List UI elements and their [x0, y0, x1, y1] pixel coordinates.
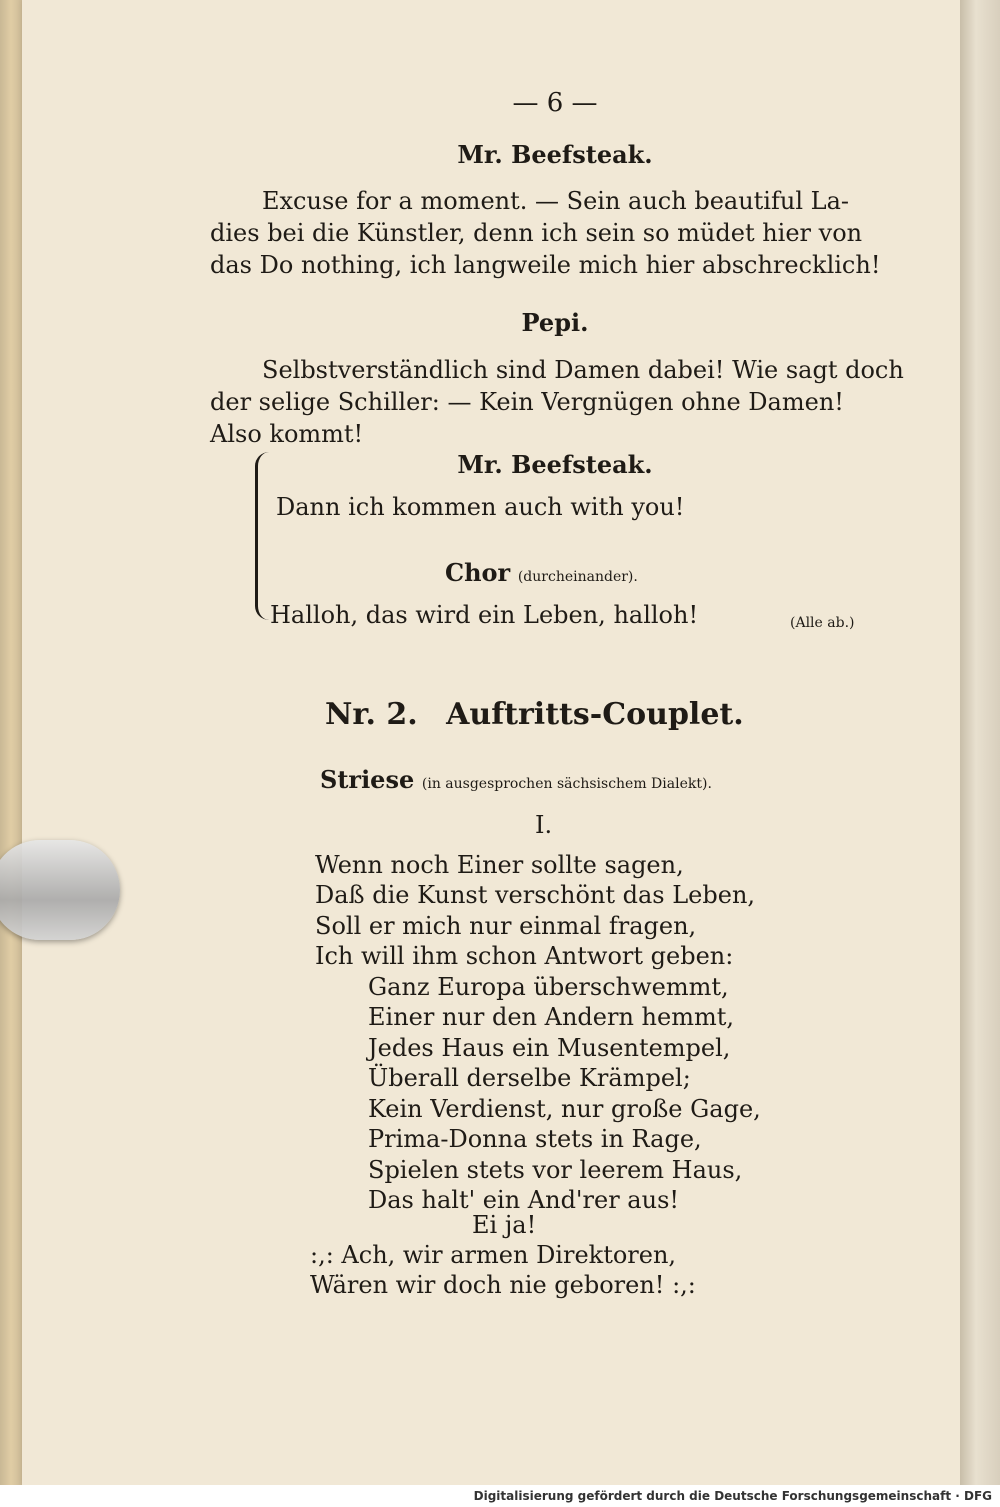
- verse-line-11: Spielen stets vor leerem Haus,: [368, 1156, 743, 1184]
- binding-strip: [0, 0, 23, 1485]
- para2-line3: Also kommt!: [210, 420, 364, 448]
- speaker-mr-beefsteak-1: Mr. Beefsteak.: [457, 140, 653, 169]
- stage-direction: (Alle ab.): [790, 615, 855, 631]
- verse-number: I.: [535, 811, 553, 839]
- verse-line-4: Ich will ihm schon Antwort geben:: [315, 942, 734, 970]
- verse-line-14: :,: Ach, wir armen Direktoren,: [310, 1241, 677, 1269]
- footer-band: [0, 1485, 1000, 1507]
- footer-credit: Digitalisierung gefördert durch die Deutsche Forschungsgemeinschaft · DFG: [473, 1489, 992, 1503]
- page-clip: [0, 840, 120, 940]
- beefsteak-line: Dann ich kommen auch with you!: [276, 493, 685, 521]
- next-page-edge: [960, 0, 1000, 1485]
- chor-line: Halloh, das wird ein Leben, halloh!: [270, 601, 699, 629]
- singer-note: (in ausgesprochen sächsischem Dialekt).: [421, 776, 712, 792]
- verse-line-8: Überall derselbe Krämpel;: [368, 1064, 691, 1092]
- verse-line-5: Ganz Europa überschwemmt,: [368, 973, 729, 1001]
- verse-line-15: Wären wir doch nie geboren! :,:: [310, 1271, 696, 1299]
- section-number: Nr. 2.: [325, 697, 418, 732]
- verse-line-10: Prima-Donna stets in Rage,: [368, 1125, 702, 1153]
- singer-name: Striese: [320, 765, 415, 794]
- speaker-pepi: Pepi.: [521, 308, 589, 337]
- section-heading: [325, 697, 744, 732]
- para1-line3: das Do nothing, ich langweile mich hier abschrecklich!: [210, 251, 881, 279]
- para2-line2: der selige Schiller: — Kein Vergnügen ohne Damen!: [210, 388, 844, 416]
- para2-line1: Selbstverständlich sind Damen dabei! Wie sagt doch: [262, 356, 904, 384]
- verse-line-3: Soll er mich nur einmal fragen,: [315, 912, 697, 940]
- speaker-mr-beefsteak-2: Mr. Beefsteak.: [457, 450, 653, 479]
- verse-line-6: Einer nur den Andern hemmt,: [368, 1003, 734, 1031]
- section-title: Auftritts-Couplet.: [446, 697, 744, 732]
- verse-line-1: Wenn noch Einer sollte sagen,: [315, 851, 684, 879]
- para1-line1: Excuse for a moment. — Sein auch beautiful La-: [262, 187, 849, 215]
- verse-line-9: Kein Verdienst, nur große Gage,: [368, 1095, 761, 1123]
- page-number: — 6 —: [512, 88, 598, 118]
- chor-note: (durcheinander).: [517, 569, 638, 585]
- chor-label: Chor: [445, 558, 511, 587]
- chor-label-line: [445, 558, 638, 592]
- singer-line: [320, 765, 712, 799]
- verse-line-7: Jedes Haus ein Musentempel,: [368, 1034, 731, 1062]
- verse-line-12: Das halt' ein And'rer aus!: [368, 1186, 680, 1214]
- para1-line2: dies bei die Künstler, denn ich sein so müdet hier von: [210, 219, 863, 247]
- verse-line-2: Daß die Kunst verschönt das Leben,: [315, 881, 756, 909]
- verse-line-13: Ei ja!: [472, 1211, 537, 1239]
